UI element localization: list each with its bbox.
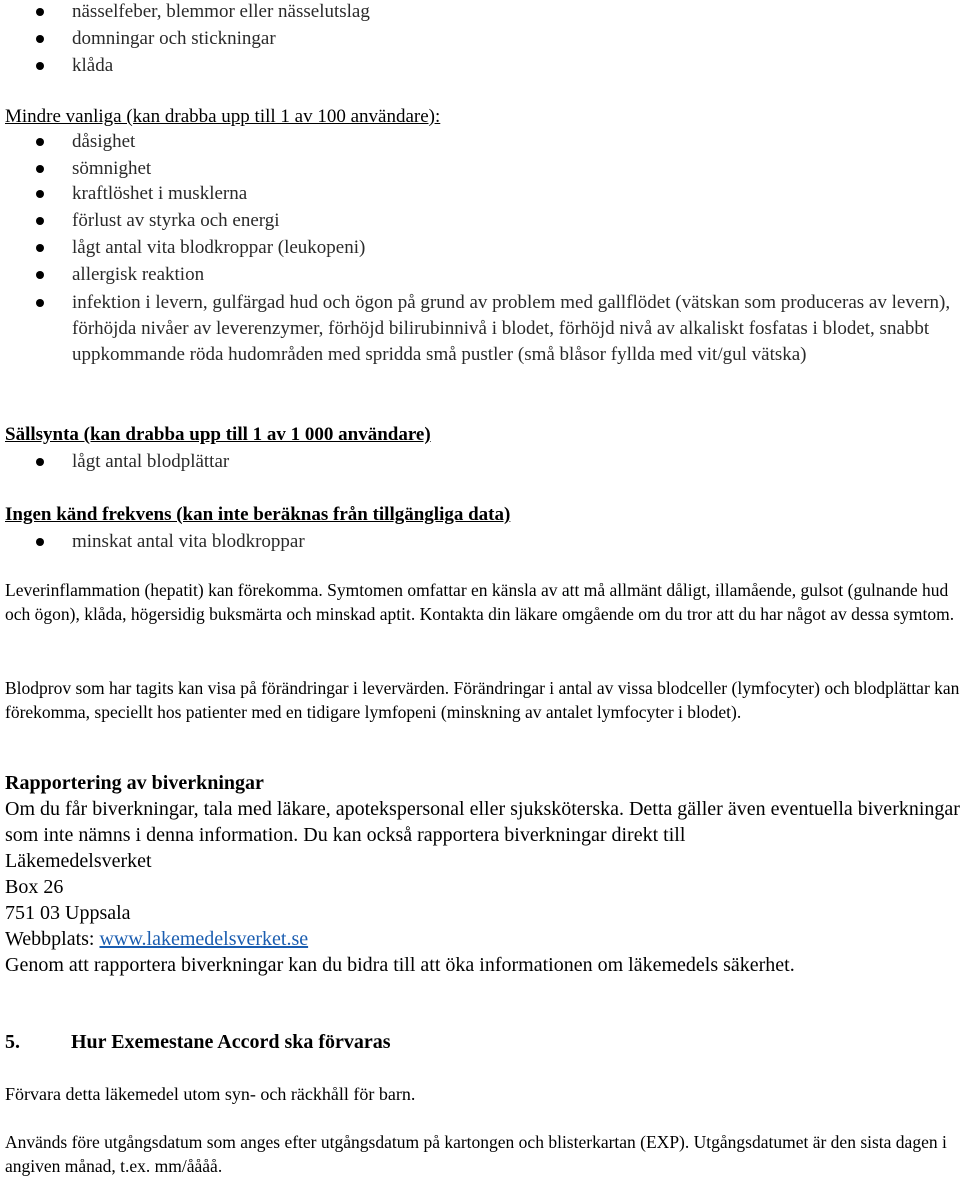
section-5-title: 5. Hur Exemestane Accord ska förvaras — [5, 1031, 391, 1053]
agency-box: Box 26 — [5, 876, 64, 898]
bullet-icon — [36, 244, 44, 252]
expiry-text: Används före utgångsdatum som anges efter utgångsdatum på kartongen och blisterkartan (EXP). Utgångsdatumet är den sista dagen i angiven månad, t.ex. mm/åååå. — [5, 1132, 947, 1176]
blood-test-paragraph: Blodprov som har tagits kan visa på förändringar i levervärden. Förändringar i antal av vissa blodceller (lymfocyter) och blodplättar kan förekomma, speciellt hos patienter med en tidigare lymfopeni (minskning av antalet lymfocyter i blodet). — [5, 678, 960, 722]
bullet-icon — [36, 62, 44, 70]
bullet-icon — [36, 190, 44, 198]
reporting-heading: Rapportering av biverkningar — [5, 772, 264, 794]
bullet-icon — [36, 217, 44, 225]
agency-name: Läkemedelsverket — [5, 850, 152, 872]
uncommon-heading: Mindre vanliga (kan drabba upp till 1 av 100 användare): — [5, 106, 441, 127]
reporting-closing: Genom att rapportera biverkningar kan du bidra till att öka informationen om läkemedels säkerhet. — [5, 954, 795, 976]
reporting-text: Om du får biverkningar, tala med läkare, apotekspersonal eller sjuksköterska. Detta gäller även eventuella biverkningar som inte nämns i denna information. Du kan också rapportera biverkningar direkt till — [5, 798, 960, 846]
bullet-icon — [36, 35, 44, 43]
bullet-icon — [36, 8, 44, 16]
storage-text: Förvara detta läkemedel utom syn- och räckhåll för barn. — [5, 1084, 416, 1104]
agency-website: Webbplats: www.lakemedelsverket.se — [5, 928, 309, 950]
bullet-icon — [36, 271, 44, 279]
rare-heading: Sällsynta (kan drabba upp till 1 av 1 000 användare) — [5, 424, 431, 445]
hepatitis-paragraph: Leverinflammation (hepatit) kan förekomma. Symtomen omfattar en känsla av att må allmänt dåligt, illamående, gulsot (gulnande hud och ögon), klåda, högersidig buksmärta och minskad aptit. Kontakta din läkare omgående om du tror att du har något av dessa symtom. — [5, 580, 955, 624]
bullet-icon — [36, 165, 44, 173]
bullet-icon — [36, 538, 44, 546]
unknown-frequency-heading: Ingen känd frekvens (kan inte beräknas från tillgängliga data) — [5, 504, 511, 525]
website-link[interactable]: www.lakemedelsverket.se — [99, 928, 309, 950]
agency-postal: 751 03 Uppsala — [5, 902, 131, 924]
bullet-icon — [36, 138, 44, 146]
bullet-icon — [36, 299, 44, 307]
bullet-icon — [36, 458, 44, 466]
